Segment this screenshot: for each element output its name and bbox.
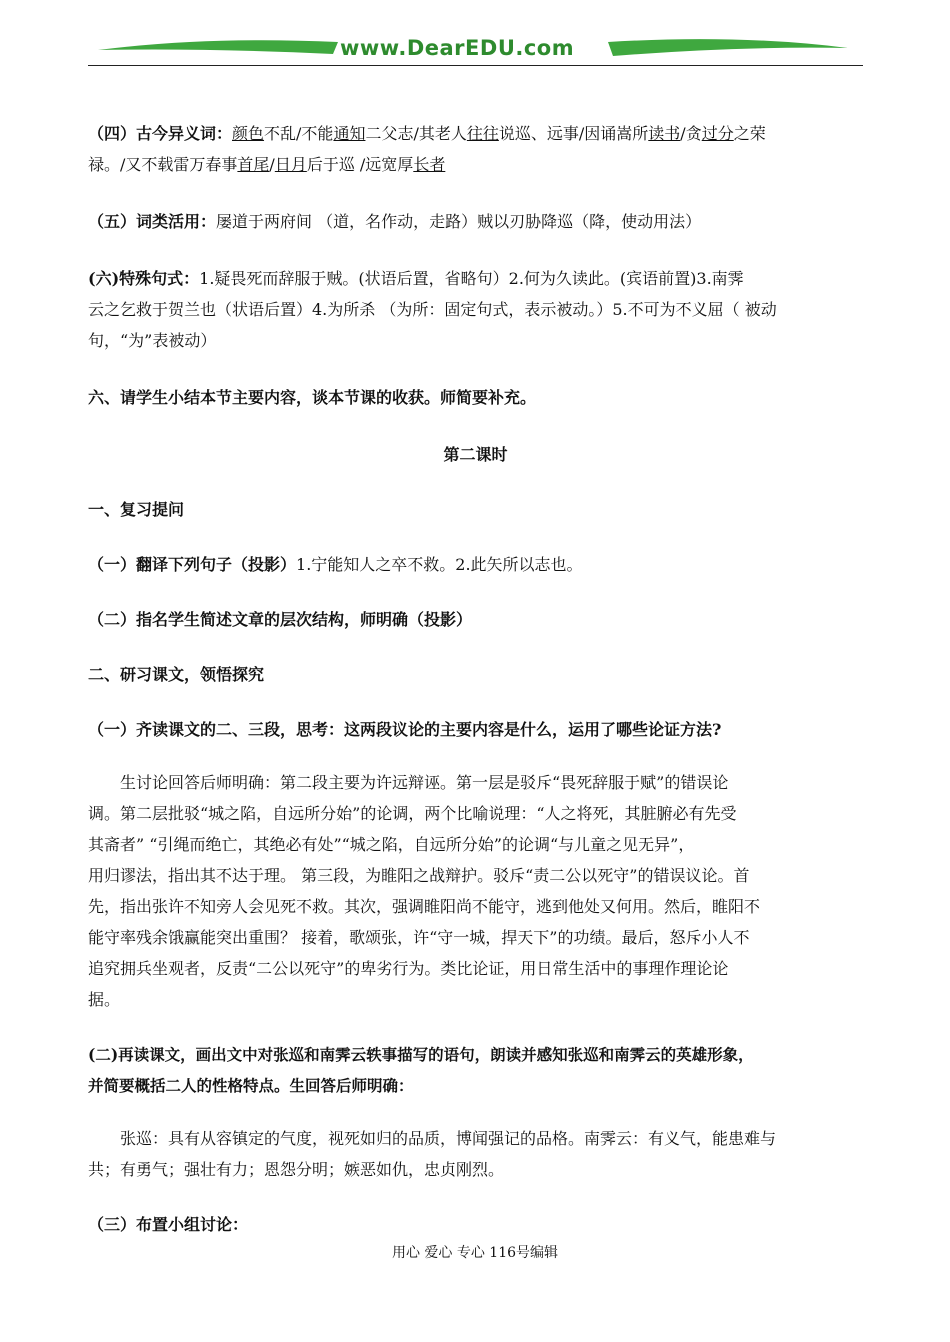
study-answer-2 — [88, 1123, 863, 1185]
answer-line: 据。 — [88, 990, 121, 1009]
text: 后于巡 /远宽厚 — [306, 155, 414, 174]
text: 不乱/不能 — [264, 124, 334, 143]
question-label: （一）翻译下列句子（投影） — [88, 555, 297, 574]
text: 说巡、远事/因诵嵩所 — [498, 124, 649, 143]
section-word-class — [88, 206, 863, 237]
answer-line: 先，指出张许不知旁人会见死不救。其次，强调睢阳尚不能守，逃到他处又何用。然后，睢阳不 — [88, 897, 761, 916]
study-answer-1 — [88, 767, 863, 1015]
answer-line: 调。第二层批驳“城之陷，自远所分始”的论调，两个比喻说理：“人之将死，其脏腑必有先受 — [88, 804, 737, 823]
text: 禄。/又不载雷万春事 — [88, 155, 238, 174]
answer-line: 共；有勇气；强壮有力；恩怨分明；嫉恶如仇，忠贞刚烈。 — [88, 1160, 505, 1179]
answer-line: 其斋者” “引绳而绝亡，其绝必有处”“城之陷，自远所分始”的论调“与儿童之见无异”， — [88, 835, 695, 854]
section-text: 屡道于两府间 （道，名作动，走路）贼以刃胁降巡（降，使动用法） — [216, 212, 702, 231]
review-question-2: （二）指名学生简述文章的层次结构，师明确（投影） — [88, 610, 473, 629]
text: / — [269, 155, 275, 174]
term: 读书 — [648, 124, 681, 143]
text: 二父志/其老人 — [365, 124, 467, 143]
term: 往往 — [466, 124, 499, 143]
section-text: 句，“为”表被动） — [88, 331, 217, 350]
term: 日月 — [274, 155, 307, 174]
section-label: (六)特殊句式： — [88, 269, 200, 288]
study-question-3: （三）布置小组讨论： — [88, 1215, 249, 1234]
text: /贪 — [680, 124, 702, 143]
text: 之荣 — [733, 124, 766, 143]
answer-line: 张巡：具有从容镇定的气度，视死如归的品质，博闻强记的品格。南霁云：有义气，能患难与 — [120, 1129, 777, 1148]
question-line: (二)再读课文，画出文中对张巡和南霁云轶事描写的语句，朗读并感知张巡和南霁云的英雄形象， — [88, 1045, 754, 1064]
review-heading: 一、复习提问 — [88, 500, 185, 519]
section-text: 1.疑畏死而辞服于贼。(状语后置，省略句）2.何为久读此。(宾语前置)3.南霁 — [199, 269, 744, 288]
answer-line: 追究拥兵坐观者，反责“二公以死守”的卑劣行为。类比论证，用日常生活中的事理作理论论 — [88, 959, 729, 978]
answer-line: 能守率残余饿赢能突出重围？ 接着，歌颂张，许“守一城，捍天下”的功绩。最后，怒斥小人不 — [88, 928, 750, 947]
section-special-sentences — [88, 263, 863, 356]
section-archaic-words — [88, 118, 863, 180]
logo-text: www.DearEDU.com — [340, 36, 575, 60]
study-heading: 二、研习课文，领悟探究 — [88, 665, 265, 684]
answer-line: 用归谬法，指出其不达于理。 第三段，为睢阳之战辩护。驳斥“责二公以死守”的错误议论。首 — [88, 866, 750, 885]
study-question-2 — [88, 1039, 863, 1101]
term: 通知 — [333, 124, 366, 143]
question-text: 1.宁能知人之卒不救。2.此矢所以志也。 — [296, 555, 583, 574]
section-text: 云之乞救于贺兰也（状语后置）4.为所杀 （为所：固定句式，表示被动。）5.不可为不义屈（ 被动 — [88, 300, 777, 319]
section-label: （四）古今异义词： — [88, 124, 233, 143]
term: 首尾 — [237, 155, 270, 174]
term: 颜色 — [232, 124, 265, 143]
term: 过分 — [701, 124, 734, 143]
page-footer: 用心 爱心 专心 116号编辑 — [391, 1245, 559, 1261]
summary-heading: 六、请学生小结本节主要内容，谈本节课的收获。师简要补充。 — [88, 388, 537, 407]
document-body — [88, 118, 863, 1240]
section-label: （五）词类活用： — [88, 212, 217, 231]
term: 长者 — [413, 155, 446, 174]
header-divider — [88, 65, 863, 66]
answer-line: 生讨论回答后师明确：第二段主要为许远辩诬。第一层是驳斥“畏死辞服于赋”的错误论 — [120, 773, 729, 792]
lesson-title: 第二课时 — [443, 445, 508, 464]
study-question-1: （一）齐读课文的二、三段，思考：这两段议论的主要内容是什么，运用了哪些论证方法? — [88, 720, 722, 739]
review-question-1 — [88, 549, 863, 580]
question-line: 并简要概括二人的性格特点。生回答后师明确： — [88, 1076, 414, 1095]
